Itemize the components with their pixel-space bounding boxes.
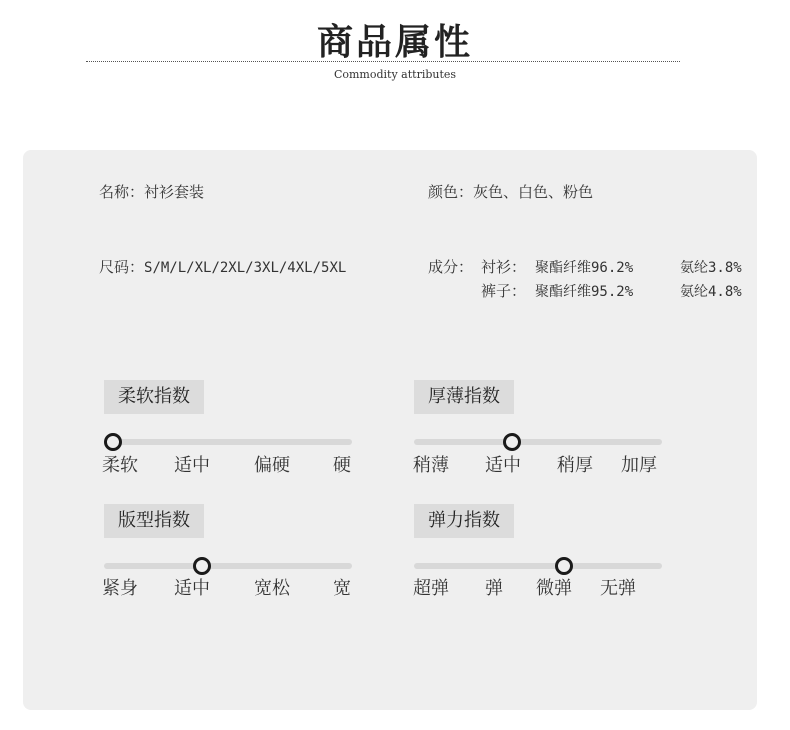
composition-second-shirt: 氨纶3.8%: [680, 260, 742, 276]
index-label: 加厚: [621, 455, 657, 476]
composition-second-pants: 氨纶4.8%: [680, 284, 742, 300]
color-value: 灰色、白色、粉色: [473, 183, 594, 201]
attributes-panel: [23, 150, 757, 710]
index-label: 稍厚: [557, 455, 593, 476]
index-label: 适中: [174, 455, 210, 476]
index-label: 适中: [174, 578, 210, 599]
composition-main-shirt: 聚酯纤维96.2%: [535, 260, 634, 276]
index-label: 宽松: [254, 578, 290, 599]
color-label: 颜色：: [428, 183, 474, 201]
name-attribute: [99, 181, 204, 202]
index-title: 弹力指数: [414, 504, 514, 538]
index-label: 硬: [333, 455, 351, 476]
index-marker: [193, 557, 211, 575]
index-label: 超弹: [413, 578, 449, 599]
color-attribute: [428, 181, 593, 202]
index-label: 弹: [485, 578, 503, 599]
dotted-divider: [86, 61, 680, 62]
size-value: S/M/L/XL/2XL/3XL/4XL/5XL: [144, 260, 347, 276]
index-label: 偏硬: [254, 455, 290, 476]
index-title: 版型指数: [104, 504, 204, 538]
index-track: [414, 439, 662, 445]
index-label: 适中: [485, 455, 521, 476]
index-label: 宽: [333, 578, 351, 599]
index-label: 无弹: [600, 578, 636, 599]
name-value: 衬衫套装: [144, 183, 205, 201]
composition-main-pants: 聚酯纤维95.2%: [535, 284, 634, 300]
index-label: 稍薄: [413, 455, 449, 476]
composition-label: 成分：: [428, 258, 474, 276]
index-label: 紧身: [102, 578, 138, 599]
name-label: 名称：: [99, 183, 145, 201]
index-title: 厚薄指数: [414, 380, 514, 414]
index-label: 微弹: [536, 578, 572, 599]
index-marker: [503, 433, 521, 451]
size-label: 尺码：: [99, 258, 145, 276]
index-track: [104, 439, 352, 445]
page-subtitle: Commodity attributes: [333, 68, 457, 81]
composition-part-pants: 裤子：: [481, 282, 527, 300]
index-label: 柔软: [102, 455, 138, 476]
size-attribute: [99, 256, 346, 277]
index-track: [104, 563, 352, 569]
composition-part-shirt: 衬衫：: [481, 258, 527, 276]
index-marker: [104, 433, 122, 451]
index-title: 柔软指数: [104, 380, 204, 414]
page-title: 商品属性: [316, 22, 473, 63]
index-marker: [555, 557, 573, 575]
index-track: [414, 563, 662, 569]
